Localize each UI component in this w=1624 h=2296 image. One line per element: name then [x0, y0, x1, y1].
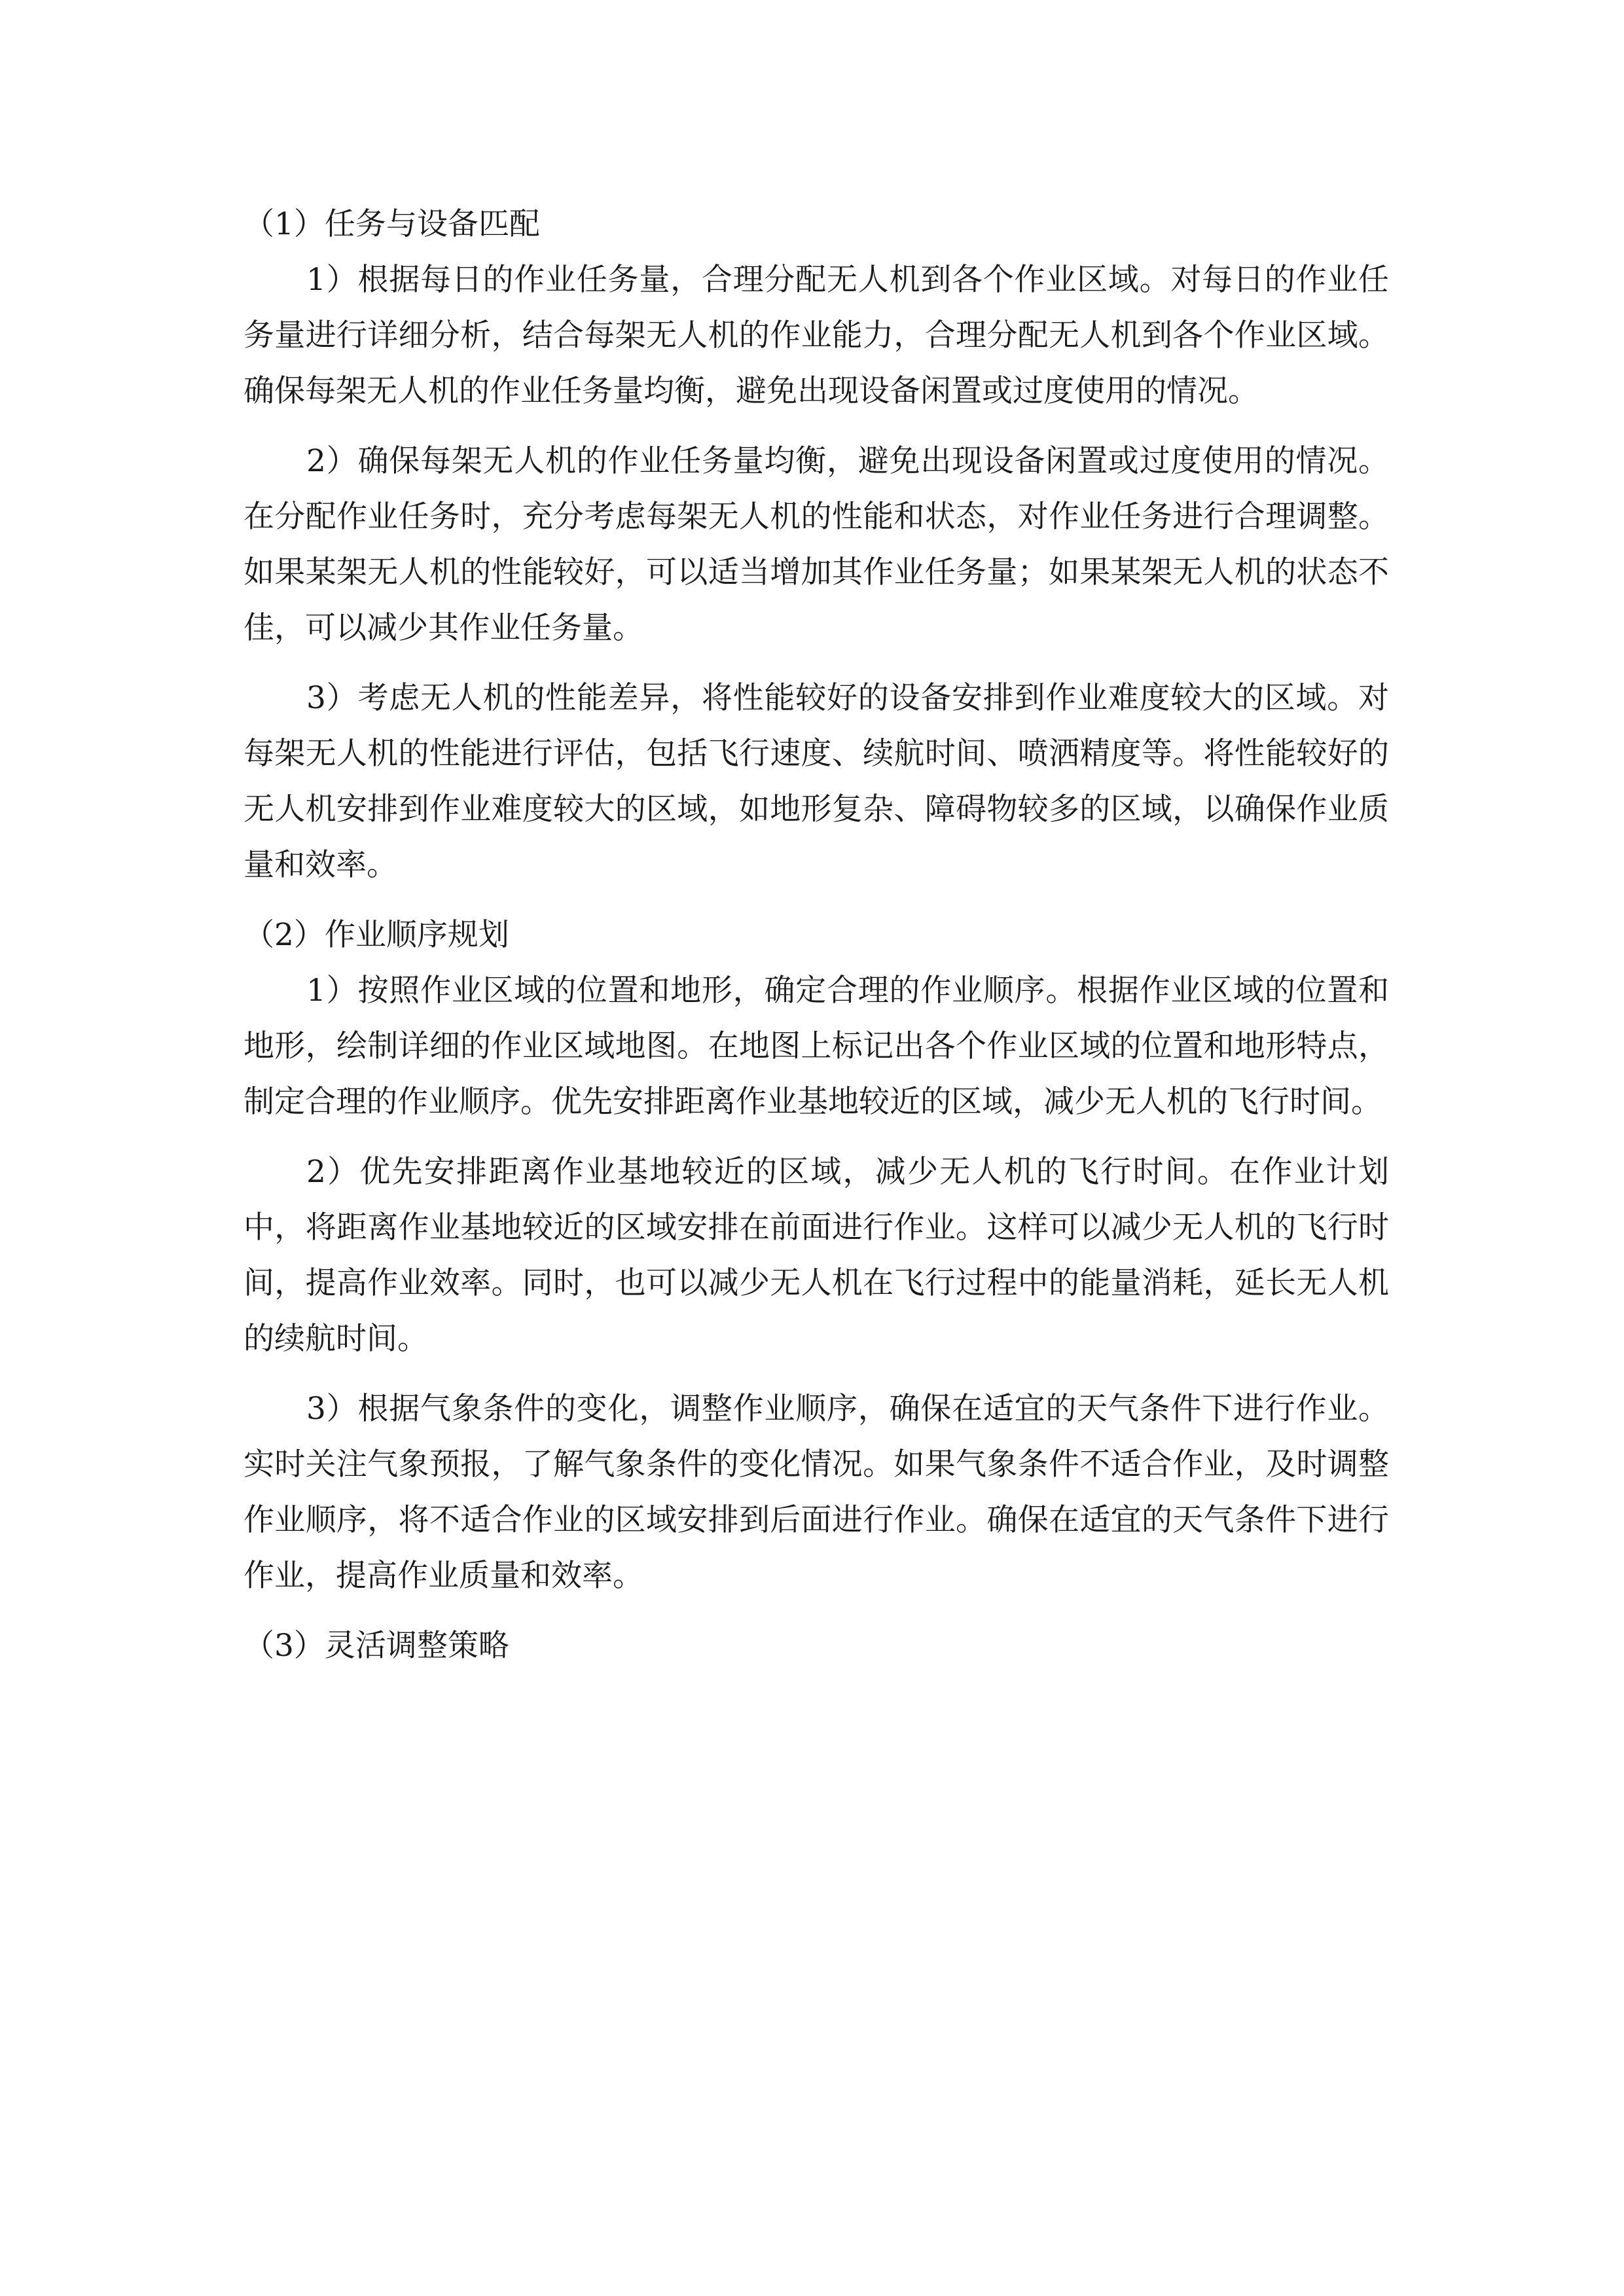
- section-flexible-adjustment-strategy: [244, 1618, 1389, 1674]
- paragraph: 1）按照作业区域的位置和地形，确定合理的作业顺序。根据作业区域的位置和地形，绘制详细的作业区域地图。在地图上标记出各个作业区域的位置和地形特点，制定合理的作业顺序。优先安排距离作业基地较近的区域，减少无人机的飞行时间。: [244, 973, 1389, 1120]
- paragraph: 3）根据气象条件的变化，调整作业顺序，确保在适宜的天气条件下进行作业。实时关注气象预报，了解气象条件的变化情况。如果气象条件不适合作业，及时调整作业顺序，将不适合作业的区域安排到后面进行作业。确保在适宜的天气条件下进行作业，提高作业质量和效率。: [244, 1391, 1389, 1594]
- section-task-equipment-matching: [244, 196, 1389, 893]
- paragraph: 2）确保每架无人机的作业任务量均衡，避免出现设备闲置或过度使用的情况。在分配作业任务时，充分考虑每架无人机的性能和状态，对作业任务进行合理调整。如果某架无人机的性能较好，可以适当增加其作业任务量；如果某架无人机的状态不佳，可以减少其作业任务量。: [244, 443, 1389, 646]
- section-heading: （3）灵活调整策略: [244, 1628, 509, 1664]
- document-body: [244, 196, 1389, 1688]
- section-operation-order-planning: [244, 907, 1389, 1604]
- paragraph: 3）考虑无人机的性能差异，将性能较好的设备安排到作业难度较大的区域。对每架无人机的性能进行评估，包括飞行速度、续航时间、喷洒精度等。将性能较好的无人机安排到作业难度较大的区域，如地形复杂、障碍物较多的区域，以确保作业质量和效率。: [244, 680, 1389, 883]
- section-heading: （1）任务与设备匹配: [244, 206, 540, 242]
- paragraph: 2）优先安排距离作业基地较近的区域，减少无人机的飞行时间。在作业计划中，将距离作业基地较近的区域安排在前面进行作业。这样可以减少无人机的飞行时间，提高作业效率。同时，也可以减少无人机在飞行过程中的能量消耗，延长无人机的续航时间。: [244, 1154, 1389, 1357]
- paragraph: 1）根据每日的作业任务量，合理分配无人机到各个作业区域。对每日的作业任务量进行详细分析，结合每架无人机的作业能力，合理分配无人机到各个作业区域。确保每架无人机的作业任务量均衡，避免出现设备闲置或过度使用的情况。: [244, 262, 1389, 409]
- section-heading: （2）作业顺序规划: [244, 917, 509, 953]
